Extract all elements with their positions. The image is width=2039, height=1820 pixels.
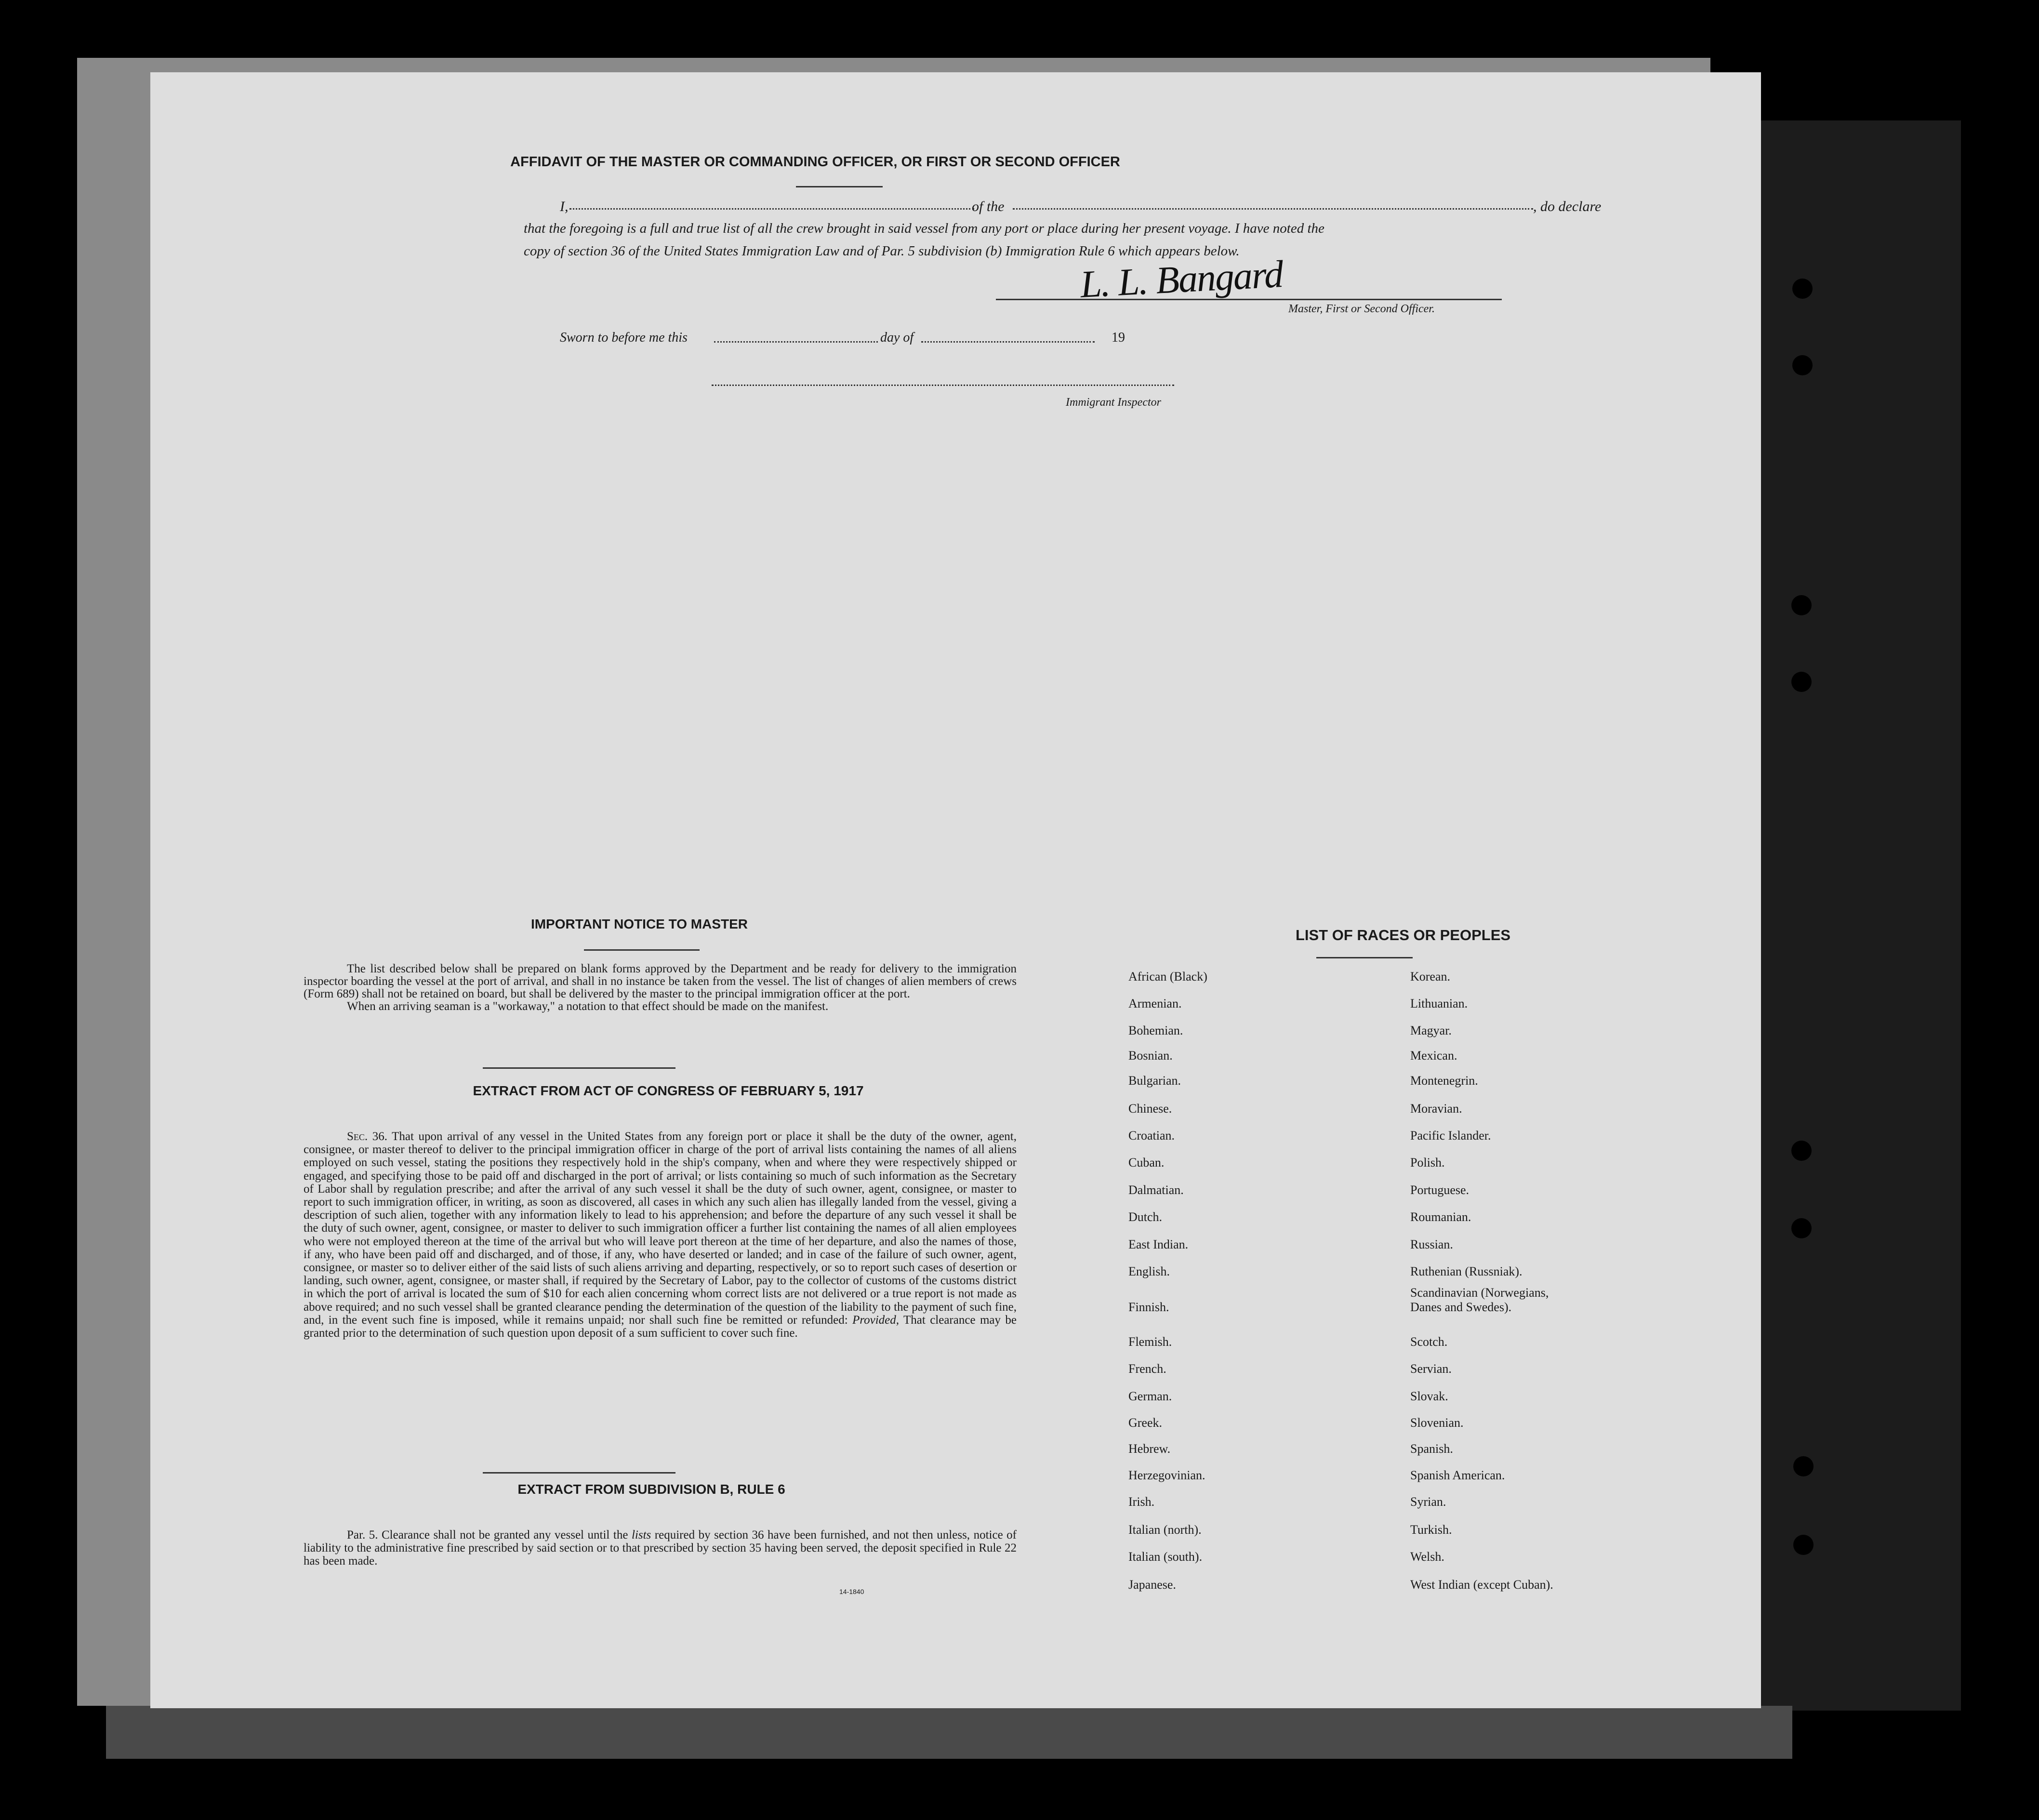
notice-body <box>304 963 1017 1013</box>
name-field-line[interactable] <box>569 208 974 210</box>
race-item-left: Dalmatian. <box>1128 1183 1184 1197</box>
proviso-label: Provided, <box>852 1313 900 1327</box>
sec-label: Sec. 36. <box>347 1130 387 1143</box>
race-item-left: Chinese. <box>1128 1102 1172 1116</box>
notice-end-divider <box>483 1067 675 1069</box>
sec-36-text: That upon arrival of any vessel in the United States from any foreign port or place it shall be the duty of the owner, agent, consignee, or master thereof to deliver to the principal immigration officer in charge of the port of arrival lists containing the names of all aliens employed on such vessel, stating the positions they respectively hold in the ship's company, when and where they were respectively shipped or engaged, and specifying those to be paid off and discharged in the port of arrival; or lists containing so much of such information as the Secretary of Labor shall by regulation prescribe; and after the arrival of any such vessel it shall be the duty of such owner, agent, consignee, or master to report to such immigration officer, in writing, as soon as discovered, all cases in which any such alien has illegally landed from the vessel, giving a description of such alien, together with any information likely to lead to his apprehension; and before the departure of any such vessel it shall be the duty of such owner, agent, consignee, or master to deliver to such immigration officer a further list containing the names of all alien employees who were not employed thereon at the time of the arrival but who will leave port thereon at the time of her departure, and also the names of those, if any, who have been paid off and discharged, and of those, if any, who have deserted or landed; and in case of the failure of such owner, agent, consignee, or master so to deliver either of the said lists of such aliens arriving and departing, respectively, or so to report such cases of desertion or landing, such owner, agent, consignee, or master shall, if required by the Secretary of Labor, pay to the collector of customs of the customs district in which the port of arrival is located the sum of $10 for each alien concerning whom correct lists are not delivered or a true report is not made as above required; and no such vessel shall be granted clearance pending the determination of the question of the liability to the payment of such fine, and, in the event such fine is imposed, while it remains unpaid; nor shall such fine be remitted or refunded: <box>304 1130 1017 1327</box>
race-item-right: Portuguese. <box>1410 1183 1470 1197</box>
race-item-right: Spanish American. <box>1410 1468 1505 1482</box>
inspector-signature-line[interactable] <box>712 385 1174 386</box>
sec-36-paragraph <box>304 1130 1017 1340</box>
race-item-left: French. <box>1128 1362 1166 1376</box>
form-number: 14-1840 <box>839 1588 864 1595</box>
race-item-right: Pacific Islander. <box>1410 1129 1491 1142</box>
par-5-text-start: Par. 5. Clearance shall not be granted any vessel until the <box>347 1528 628 1541</box>
races-divider <box>1316 957 1413 958</box>
notice-title: IMPORTANT NOTICE TO MASTER <box>530 917 748 931</box>
sworn-label: Sworn to before me this <box>560 330 688 345</box>
race-item-right: Ruthenian (Russniak). <box>1410 1264 1523 1278</box>
race-item-right: Scandinavian (Norwegians, Danes and Swedes). <box>1410 1286 1549 1314</box>
race-item-left: English. <box>1128 1264 1170 1278</box>
binder-hole-2 <box>1792 355 1813 375</box>
race-item-left: Greek. <box>1128 1416 1163 1430</box>
notice-paragraph-2: When an arriving seaman is a "workaway," a notation to that effect should be made on the manifest. <box>347 1000 829 1013</box>
notice-paragraph-1: The list described below shall be prepared on blank forms approved by the Department and be ready for delivery to the immigration inspector boarding the vessel at the port of arrival, and shall in no instance be taken from the vessel. The list of changes of alien members of crews (Form 689) shall not be retained on board, but shall be delivered by the master to the principal immigration officer at the port. <box>304 962 1017 1000</box>
race-item-right: Scotch. <box>1410 1335 1448 1349</box>
affidavit-body-line2: copy of section 36 of the United States Immigration Law and of Par. 5 subdivision (b) Immigration Rule 6 which appears below. <box>524 243 1240 259</box>
race-item-right: Russian. <box>1410 1237 1453 1251</box>
race-item-right: Slovak. <box>1410 1389 1448 1403</box>
race-item-left: German. <box>1128 1389 1172 1403</box>
scan-background <box>1759 120 1961 1711</box>
affidavit-body-line1: that the foregoing is a full and true list of all the crew brought in said vessel from any port or place during her present voyage. I have noted the <box>524 221 1324 236</box>
race-item-left: East Indian. <box>1128 1237 1189 1251</box>
signature: L. L. Bangard <box>1079 253 1284 306</box>
extract-act-title: EXTRACT FROM ACT OF CONGRESS OF FEBRUARY 5, 1917 <box>473 1083 864 1098</box>
of-the-label: of the <box>972 199 1005 214</box>
race-item-left: Croatian. <box>1128 1129 1175 1142</box>
year-label: 19 <box>1112 330 1125 345</box>
notice-divider <box>584 949 700 951</box>
extract-act-body <box>304 1130 1017 1340</box>
par-5-paragraph <box>304 1528 1017 1568</box>
extract-rule-body <box>304 1528 1017 1568</box>
binder-hole-1 <box>1792 279 1813 299</box>
binder-hole-4 <box>1791 672 1812 692</box>
i-label: I, <box>560 199 569 214</box>
title-divider <box>796 186 883 187</box>
races-title: LIST OF RACES OR PEOPLES <box>1295 927 1511 943</box>
par-5-text-end: required by section 36 have been furnished, and not then unless, notice of liability to the administrative fine prescribed by said section or to that prescribed by section 35 having been served, the deposit specified in Rule 22 has been made. <box>304 1528 1017 1568</box>
extract-rule-title: EXTRACT FROM SUBDIVISION B, RULE 6 <box>517 1482 785 1497</box>
act-end-divider <box>483 1472 675 1474</box>
race-item-right: West Indian (except Cuban). <box>1410 1578 1553 1592</box>
race-item-left: Armenian. <box>1128 996 1182 1010</box>
race-item-left: Herzegovinian. <box>1128 1468 1205 1482</box>
race-item-right: Slovenian. <box>1410 1416 1464 1430</box>
race-item-right: Syrian. <box>1410 1495 1446 1509</box>
vessel-field-line[interactable] <box>1013 208 1533 210</box>
lists-word: lists <box>631 1528 651 1541</box>
signature-caption: Master, First or Second Officer. <box>1288 303 1435 315</box>
sworn-day-field[interactable] <box>714 341 878 343</box>
race-item-right: Welsh. <box>1410 1550 1444 1564</box>
binder-hole-7 <box>1793 1456 1814 1476</box>
race-item-left: African (Black) <box>1128 970 1207 983</box>
inspector-caption: Immigrant Inspector <box>1066 396 1161 409</box>
binder-hole-3 <box>1791 595 1812 615</box>
race-item-left: Japanese. <box>1128 1578 1176 1592</box>
race-item-right: Servian. <box>1410 1362 1452 1376</box>
bottom-page-edge <box>106 1706 1792 1759</box>
race-item-left: Italian (north). <box>1128 1523 1202 1537</box>
day-of-label: day of <box>880 330 914 345</box>
race-item-right: Moravian. <box>1410 1102 1462 1116</box>
proviso-text: That clearance may be granted prior to the determination of such question upon deposit of a sum sufficient to cover such fine. <box>304 1313 1017 1340</box>
race-item-right: Roumanian. <box>1410 1210 1471 1224</box>
race-item-left: Bosnian. <box>1128 1049 1173 1063</box>
signature-line <box>996 299 1502 300</box>
race-item-right: Magyar. <box>1410 1023 1452 1037</box>
race-item-right: Mexican. <box>1410 1049 1457 1063</box>
race-item-right: Korean. <box>1410 970 1451 983</box>
race-item-left: Bohemian. <box>1128 1023 1183 1037</box>
race-item-right: Lithuanian. <box>1410 996 1468 1010</box>
race-item-right: Montenegrin. <box>1410 1074 1478 1088</box>
race-item-right: Polish. <box>1410 1156 1445 1169</box>
binder-hole-8 <box>1793 1535 1814 1555</box>
race-item-left: Irish. <box>1128 1495 1155 1509</box>
race-item-left: Italian (south). <box>1128 1550 1203 1564</box>
race-item-left: Finnish. <box>1128 1300 1169 1314</box>
binder-hole-6 <box>1791 1218 1812 1238</box>
binder-hole-5 <box>1791 1141 1812 1161</box>
race-item-left: Flemish. <box>1128 1335 1172 1349</box>
race-item-left: Hebrew. <box>1128 1442 1171 1456</box>
race-item-left: Dutch. <box>1128 1210 1163 1224</box>
form-page <box>150 72 1761 1708</box>
affidavit-title: AFFIDAVIT OF THE MASTER OR COMMANDING OFFICER, OR FIRST OR SECOND OFFICER <box>510 154 1120 170</box>
race-item-right: Spanish. <box>1410 1442 1453 1456</box>
sworn-month-field[interactable] <box>921 341 1095 343</box>
do-declare-label: , do declare <box>1533 199 1602 214</box>
race-item-right: Turkish. <box>1410 1523 1452 1537</box>
race-item-left: Bulgarian. <box>1128 1074 1181 1088</box>
race-item-left: Cuban. <box>1128 1156 1165 1169</box>
